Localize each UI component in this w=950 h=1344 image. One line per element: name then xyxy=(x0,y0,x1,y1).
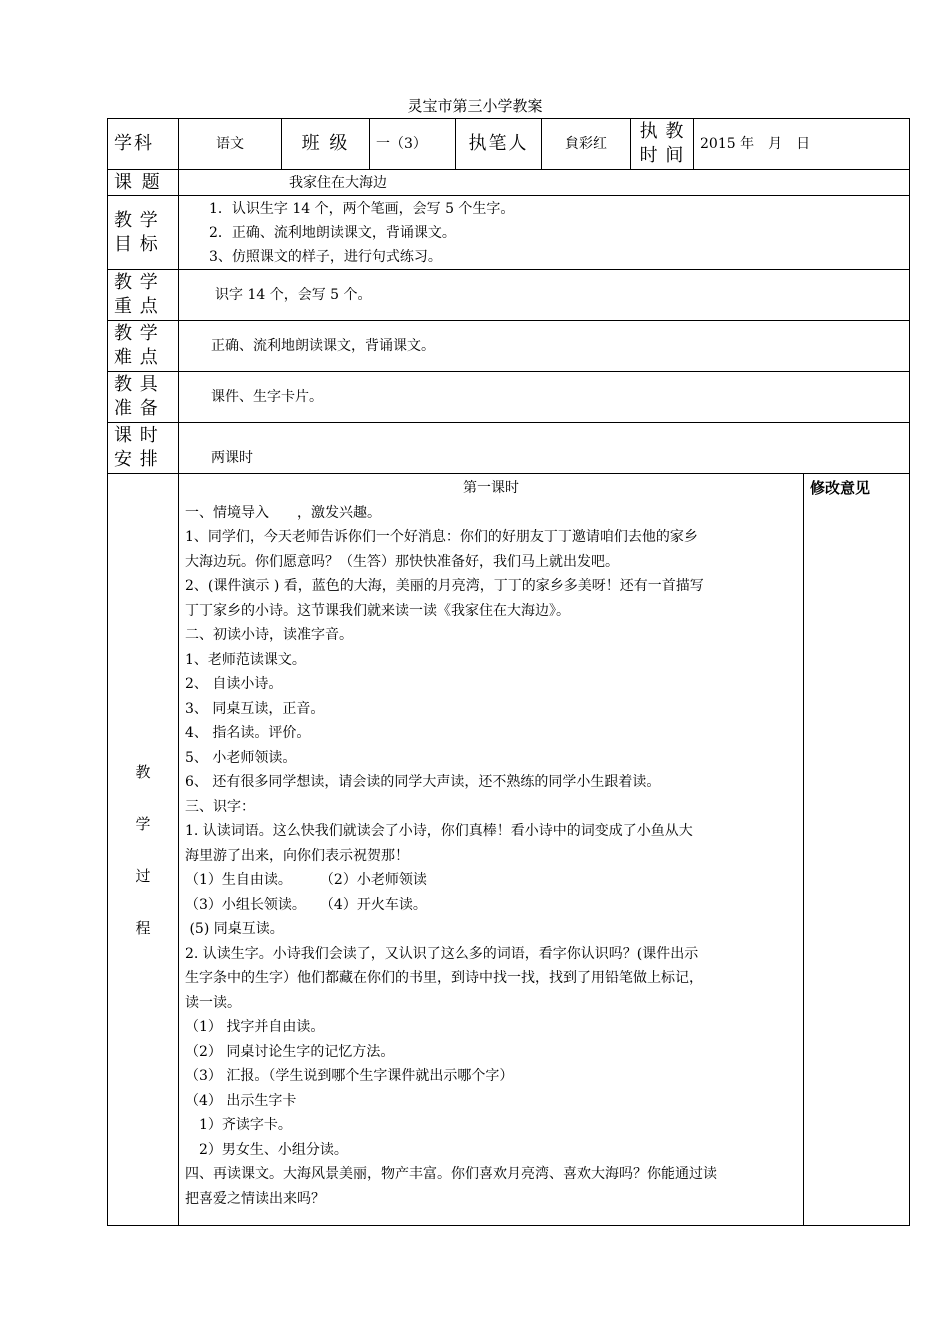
author-label: 执笔人 xyxy=(456,119,542,170)
process-line: 1. 认读词语。这么快我们就读会了小诗，你们真棒！看小诗中的词变成了小鱼从大 xyxy=(185,823,693,839)
process-label-char: 程 xyxy=(135,918,151,937)
process-label-char: 过 xyxy=(135,866,151,885)
subject-value: 语文 xyxy=(179,119,282,170)
process-label-char: 学 xyxy=(135,814,151,833)
hours-label xyxy=(108,423,179,474)
time-value: 2015 年 月 日 xyxy=(694,119,910,170)
goal-list xyxy=(179,196,910,270)
author-value: 貟彩红 xyxy=(542,119,631,170)
process-line: 1、同学们，今天老师告诉你们一个好消息：你们的好朋友丁丁邀请咱们去他的家乡 xyxy=(185,529,698,545)
process-line: 2）男女生、小组分读。 xyxy=(185,1141,348,1158)
process-label xyxy=(108,474,179,1226)
hours-label-line1: 课 时 xyxy=(114,425,159,446)
process-line: 1）齐读字卡。 xyxy=(185,1117,292,1133)
lesson-plan-table xyxy=(107,118,910,1226)
process-line: 把喜爱之情读出来吗？ xyxy=(185,1190,325,1207)
process-line: （3） 汇报。（学生说到哪个生字课件就出示哪个字） xyxy=(185,1068,514,1084)
class-value: 一（3） xyxy=(370,119,456,170)
process-line: 2、 自读小诗。 xyxy=(185,676,283,692)
process-line: （3）小组长领读。 （4）开火车读。 xyxy=(185,896,427,913)
tool-label-line1: 教 具 xyxy=(114,374,159,395)
process-line: （1） 找字并自由读。 xyxy=(185,1019,325,1035)
process-line: 2、(课件演示 ) 看，蓝色的大海，美丽的月亮湾，丁丁的家乡多美呀！还有一首描写 xyxy=(185,578,704,594)
process-line: （2） 同桌讨论生字的记忆方法。 xyxy=(185,1043,395,1060)
tool-label-line2: 准 备 xyxy=(114,398,159,419)
hours-row xyxy=(108,423,910,474)
diff-label-line2: 难 点 xyxy=(114,347,159,368)
process-content xyxy=(179,474,804,1226)
process-line: （1）生自由读。 （2）小老师领读 xyxy=(185,872,427,888)
goal-label-line2: 目 标 xyxy=(114,233,159,255)
topic-value: 我家住在大海边 xyxy=(179,170,910,196)
key-point-row xyxy=(108,270,910,321)
hours-label-line2: 安 排 xyxy=(114,449,159,470)
key-label-line2: 重 点 xyxy=(114,296,159,317)
difficulty-value: 正确、流利地朗读课文，背诵课文。 xyxy=(179,321,910,372)
process-line: 6、 还有很多同学想读，请会读的同学大声读，还不熟练的同学小生跟着读。 xyxy=(185,774,661,790)
process-label-char: 教 xyxy=(135,762,151,781)
process-line: 第一课时 xyxy=(463,480,519,496)
process-line: 丁丁家乡的小诗。这节课我们就来读一读《我家住在大海边》。 xyxy=(185,602,570,619)
process-line: 三、识字： xyxy=(185,798,255,815)
goal-item: 3、仿照课文的样子，进行句式练习。 xyxy=(209,248,442,265)
subject-label: 学科 xyxy=(108,119,179,170)
goal-item: 1．认识生字 14 个，两个笔画，会写 5 个生字。 xyxy=(209,200,515,217)
process-line: 5、 小老师领读。 xyxy=(185,749,297,766)
hours-value: 两课时 xyxy=(179,423,910,474)
tools-label xyxy=(108,372,179,423)
process-line: 2. 认读生字。小诗我们会读了，又认识了这么多的词语，看字你认识吗？(课件出示 xyxy=(185,945,699,962)
process-line: 大海边玩。你们愿意吗？（生答）那快快准备好，我们马上就出发吧。 xyxy=(185,553,619,570)
time-label xyxy=(631,119,694,170)
process-line: 4、 指名读。评价。 xyxy=(185,725,311,741)
process-line: 3、 同桌互读，正音。 xyxy=(185,700,325,717)
topic-label: 课 题 xyxy=(108,170,179,196)
difficulty-label xyxy=(108,321,179,372)
difficulty-row xyxy=(108,321,910,372)
time-label-line1: 执 教 xyxy=(639,121,685,142)
goal-label-line1: 教 学 xyxy=(114,209,159,231)
process-line: 四、再读课文。大海风景美丽，物产丰富。你们喜欢月亮湾、喜欢大海吗？你能通过读 xyxy=(185,1166,717,1182)
process-line: 读一读。 xyxy=(185,994,241,1011)
document-title: 灵宝市第三小学教案 xyxy=(407,97,543,115)
goal-label xyxy=(108,196,179,270)
goal-item: 2．正确、流利地朗读课文，背诵课文。 xyxy=(209,224,456,241)
process-line: 生字条中的生字）他们都藏在你们的书里，到诗中找一找，找到了用铅笔做上标记， xyxy=(185,970,703,986)
topic-row xyxy=(108,170,910,196)
tools-value: 课件、生字卡片。 xyxy=(179,372,910,423)
process-line: 1、老师范读课文。 xyxy=(185,651,306,668)
class-label: 班 级 xyxy=(282,119,370,170)
key-point-value: 识字 14 个，会写 5 个。 xyxy=(179,270,910,321)
diff-label-line1: 教 学 xyxy=(114,323,159,344)
revision-notes-label: 修改意见 xyxy=(804,474,910,1226)
process-line: 一、情境导入 ，激发兴趣。 xyxy=(185,504,381,521)
process-line: 海里游了出来，向你们表示祝贺那！ xyxy=(185,847,409,864)
key-point-label xyxy=(108,270,179,321)
key-label-line1: 教 学 xyxy=(114,272,159,293)
header-row xyxy=(108,119,910,170)
process-line: 二、初读小诗，读准字音。 xyxy=(185,627,353,643)
tools-row xyxy=(108,372,910,423)
process-line: （4） 出示生字卡 xyxy=(185,1092,297,1109)
time-label-line2: 时 间 xyxy=(639,145,685,166)
goal-row xyxy=(108,196,910,270)
process-row xyxy=(108,474,910,1226)
process-line: (5) 同桌互读。 xyxy=(185,921,284,937)
